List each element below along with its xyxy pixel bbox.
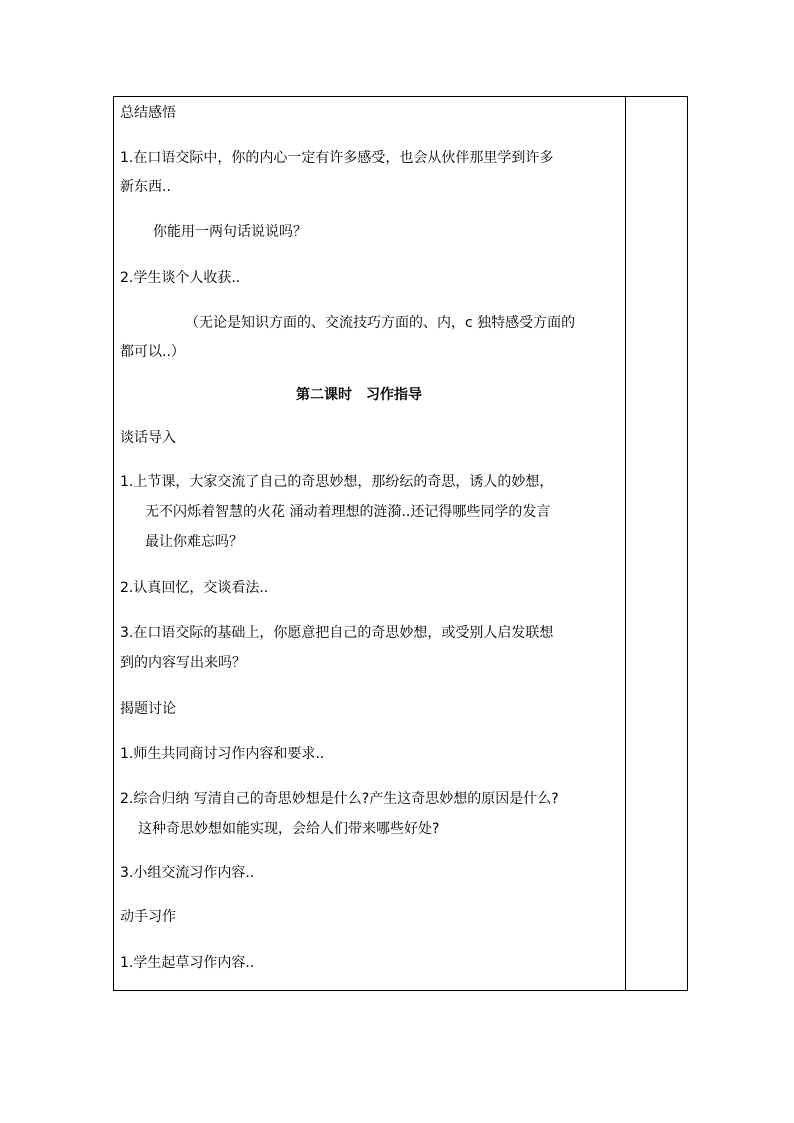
- text-line: 2.综合归纳 写清自己的奇思妙想是什么?产生这奇思妙想的原因是什么?: [120, 791, 559, 807]
- text-line: 最让你难忘吗？: [145, 534, 243, 550]
- column-divider: [625, 97, 626, 990]
- lesson-plan-table: [113, 96, 688, 991]
- text-line: 3.在口语交际的基础上，你愿意把自己的奇思妙想，或受别人启发联想: [120, 625, 554, 641]
- text-line: 1.在口语交际中，你的内心一定有许多感受，也会从伙伴那里学到许多: [120, 150, 554, 166]
- text-line: 3.小组交流习作内容..: [120, 865, 255, 881]
- text-line: （无论是知识方面的、交流技巧方面的、内，c 独特感受方面的: [185, 315, 576, 331]
- text-line: 无不闪烁着智慧的火花 涌动着理想的涟漪..还记得哪些同学的发言: [145, 504, 551, 520]
- section-heading-summary: 总结感悟: [120, 105, 176, 121]
- text-line: 这种奇思妙想如能实现，会给人们带来哪些好处?: [138, 821, 440, 837]
- text-line: 都可以..）: [120, 344, 185, 360]
- text-line: 1.师生共同商讨习作内容和要求..: [120, 746, 325, 762]
- text-line: 新东西..: [120, 179, 171, 195]
- text-line: 1.上节课，大家交流了自己的奇思妙想，那纷纭的奇思，诱人的妙想，: [120, 474, 554, 490]
- text-line: 1.学生起草习作内容..: [120, 955, 255, 971]
- text-line: 2.学生谈个人收获..: [120, 270, 241, 286]
- text-line: 2.认真回忆，交谈看法..: [120, 580, 269, 596]
- lesson-title: 第二课时 习作指导: [296, 387, 422, 403]
- section-heading-writing: 动手习作: [120, 909, 176, 925]
- section-heading-intro: 谈话导入: [120, 430, 176, 446]
- text-line: 到的内容写出来吗？: [120, 655, 246, 671]
- section-heading-discussion: 揭题讨论: [120, 701, 176, 717]
- text-line: 你能用一两句话说说吗？: [153, 224, 307, 240]
